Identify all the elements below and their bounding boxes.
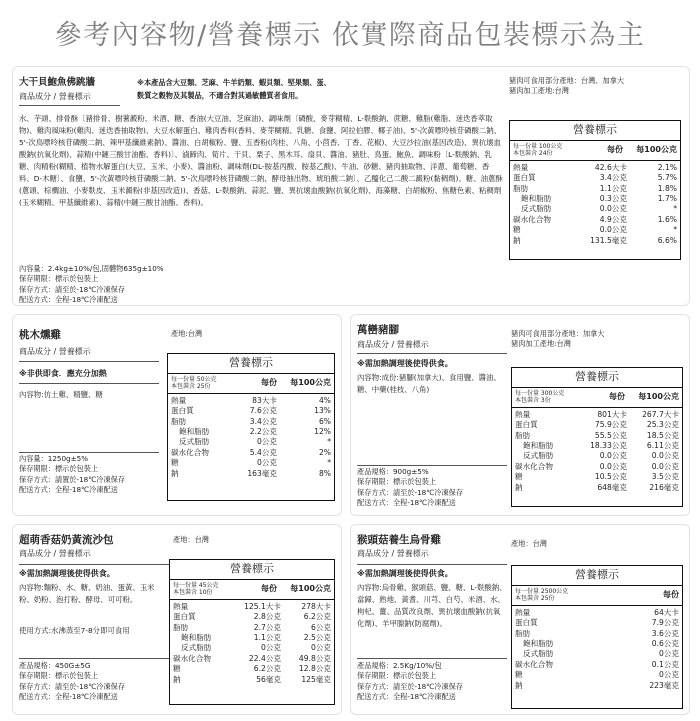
nutrient-value-per-100g: 2.5公克: [303, 633, 331, 643]
col-per-serving: 每份: [609, 391, 625, 401]
ingredients-text: 內容物:仿土雞、精鹽、糖: [19, 390, 103, 399]
nutrition-row: [515, 410, 679, 420]
nutrition-header: [510, 141, 680, 161]
nutrient-value-per-serving: 131.5毫克: [590, 235, 627, 245]
nutrition-row: [173, 602, 331, 612]
origin-line: 豬肉加工產地:台灣: [511, 339, 571, 349]
nutrition-title: 營養標示: [170, 560, 334, 580]
meta-divider: [19, 658, 169, 659]
nutrient-value-per-serving: 0.0公克: [599, 461, 627, 471]
nutrition-row: [513, 225, 677, 235]
nutrient-value-per-100g: 0公克: [310, 643, 331, 653]
nutrient-value-per-100g: *: [327, 458, 331, 468]
col-per-100g: 每100公克: [290, 377, 331, 387]
nutrition-rows: [512, 606, 682, 693]
servings-per-pack: 本包裝含 24份: [513, 150, 553, 158]
meta-line: 配送方式：全程-18℃冷凍配送: [357, 692, 456, 702]
nutrition-row: [515, 608, 679, 618]
nutrient-value-per-100g: 4%: [318, 395, 331, 405]
nutrition-title: 營養標示: [512, 368, 682, 388]
nutrient-name: 糖: [515, 472, 523, 482]
nutrition-row: [173, 623, 331, 633]
nutrient-value-per-serving: 75.9公克: [594, 420, 627, 430]
col-per-100g: 每100公克: [290, 583, 331, 593]
nutrient-name: 鈉: [513, 235, 521, 245]
meta-line: 產品規格：900g±5%: [357, 467, 429, 476]
origin-line: 豬肉加工產地:台灣: [509, 86, 569, 96]
nutrient-value-per-serving: 648毫克: [597, 482, 627, 492]
nutrition-row: [513, 173, 677, 183]
col-per-100g: 每100公克: [638, 391, 679, 401]
col-per-100g: 每份: [663, 589, 679, 599]
nutrition-row: [515, 462, 679, 472]
product-name: 猴頭菇養生烏骨雞: [357, 534, 441, 546]
nutrition-row: [515, 618, 679, 628]
nutrient-name: 脂肪: [513, 183, 529, 193]
nutrient-value-per-serving: 0公克: [256, 437, 277, 447]
nutrition-header: [512, 388, 682, 408]
product-subtitle: 商品成分 / 營養標示: [19, 549, 91, 558]
product-panel-p1: [12, 66, 690, 306]
nutrient-name: 糖: [515, 670, 523, 680]
nutrition-row: [173, 643, 331, 653]
meta-line: 保存方式：請至於-18℃冷凍保存: [19, 284, 126, 294]
nutrition-title: 營養標示: [168, 354, 334, 374]
origin-info: [511, 329, 604, 350]
nutrient-name: 飽和脂肪: [523, 441, 554, 451]
nutrient-name: 糖: [171, 458, 179, 468]
nutrient-name: 碳水化合物: [515, 461, 553, 471]
origin-info: 產地:台灣: [171, 329, 203, 338]
nutrient-value-per-serving: 801大卡: [597, 409, 627, 419]
ingredients-text: 水、芋頭、排骨酥〔豬排骨、樹薯澱粉、米酒、糖、香油(大豆油、芝麻油)、調味劑〔磷酸、麥芽糊精、L-麩酸鈉、蔗糖、雞脂(雞脂、迷迭香萃取物)、雞肉風味粉(雞肉、迷迭香抽取物)、大豆水解蛋白、雞肉香料(香料、麥芽糊精、乳糖、食鹽、阿拉伯膠、椰子油)、5'-次黃嘌呤核苷磷酸二鈉、5'-次鳥嘌呤核苷磷酸二鈉、辣甲基纖維素鈉)、醬油、白胡椒粉、鹽、五香粉(肉桂、八角、小茴香、丁香、花椒)、大豆沙拉油(基因改造)、異抗壞血酸鈉(抗氧化劑)、蒜精(中鏈三酸甘油酯、香料)〕、滷蹄肉、筍片、干貝、栗子、黑木耳、扇貝、醬油、豬肚、鳥蛋、鮑魚、調味粉〔L-麩酸鈉、乳糖、肉精粉(糊精、植物水解蛋白(大豆、玉米、小麥)、醬油粉、調味劑(DL-胺基丙酸、胺基乙酸)、牛油、砂糖、豬肉抽取物、洋蔥、葡萄糖、香料、D-木糖〕、食鹽、5'-次黃嘌呤核苷磷酸二鈉、5'-次鳥嘌呤核苷磷酸二鈉、酵母抽出物、琥珀酸二鈉〕、乙醯化己二酸二澱粉(黏稠劑)、糖、油蔥酥(蔥頭、棕櫚油、小麥麩皮、玉米澱粉(非基因改造))、香菇、L-麩酸鈉、蒜泥、鹽、異抗壞血酸鈉(抗氧化劑)、海藻糖、白胡椒粉、焦糖色素、粘稠劑(玉米糊精、甲基纖維素)、蒜精(中鏈三酸甘油酯、香料)。: [19, 114, 503, 207]
nutrient-value-per-100g: 64大卡: [654, 607, 679, 617]
product-subtitle: 商品成分 / 營養標示: [357, 340, 429, 349]
meta-line: 配送方式：全程-18℃冷凍配送: [19, 295, 118, 305]
nutrition-header: [170, 580, 334, 600]
servings-per-pack: 本包裝含 10份: [173, 589, 213, 597]
meta-line: 保存方式：請至於-18℃冷凍保存: [19, 681, 126, 691]
nutrient-value-per-100g: 0公克: [658, 670, 679, 680]
nutrient-name: 脂肪: [515, 430, 531, 440]
nutrient-name: 熱量: [515, 607, 531, 617]
nutrition-rows: [510, 161, 680, 248]
product-subtitle: 商品成分 / 營養標示: [19, 347, 91, 356]
product-name: 桃木燻雞: [19, 329, 61, 341]
nutrient-value-per-serving: 10.5公克: [594, 472, 627, 482]
nutrition-row: [171, 437, 331, 447]
nutrient-value-per-serving: 2.7公克: [253, 622, 281, 632]
nutrient-name: 飽和脂肪: [521, 194, 552, 204]
nutrition-row: [173, 654, 331, 664]
nutrient-value-per-serving: 2.2公克: [249, 427, 277, 437]
nutrient-value-per-100g: 0公克: [658, 649, 679, 659]
nutrient-value-per-serving: 7.6公克: [249, 406, 277, 416]
col-per-100g: 每100公克: [636, 144, 677, 154]
nutrient-value-per-100g: 278大卡: [301, 601, 331, 611]
origin-info: 產地：台灣: [511, 539, 547, 548]
nutrient-value-per-serving: 1.1公克: [253, 633, 281, 643]
nutrient-name: 脂肪: [173, 622, 189, 632]
nutrient-name: 蛋白質: [515, 420, 538, 430]
nutrient-value-per-100g: 125毫克: [301, 674, 331, 684]
nutrient-value-per-100g: 0.6公克: [651, 639, 679, 649]
heating-notice: ※需加熱調理後使得供食。: [357, 569, 453, 578]
nutrient-value-per-serving: 83大卡: [252, 395, 277, 405]
nutrient-value-per-serving: 3.4公克: [249, 416, 277, 426]
meta-line: 產品規格：450G±5G: [19, 661, 91, 670]
meta-line: 保存期限：標示於包裝上: [19, 274, 99, 284]
nutrition-row: [171, 396, 331, 406]
nutrient-name: 熱量: [515, 409, 531, 419]
nutrition-row: [515, 649, 679, 659]
meta-line: 配送方式：全程-18℃冷凍配送: [357, 498, 456, 508]
serving-info: [173, 582, 247, 597]
nutrition-row: [171, 469, 331, 479]
nutrient-name: 反式脂肪: [181, 643, 212, 653]
product-meta: [19, 264, 164, 306]
nutrient-value-per-100g: 6公克: [310, 622, 331, 632]
nutrition-row: [515, 681, 679, 691]
nutrition-title: 營養標示: [510, 121, 680, 141]
nutrient-name: 蛋白質: [515, 618, 538, 628]
allergen-line-1: ※本產品含大豆類、芝麻、牛羊奶類、蝦貝類、堅果類、蛋、: [137, 78, 331, 87]
nutrient-value-per-serving: 0.0公克: [599, 225, 627, 235]
nutrient-name: 蛋白質: [173, 612, 196, 622]
nutrition-row: [515, 660, 679, 670]
nutrient-value-per-100g: 2.1%: [657, 162, 677, 172]
product-name: 萬巒豬腳: [357, 324, 399, 336]
product-panel-p5: [350, 524, 690, 715]
meta-divider: [19, 452, 159, 453]
subtitle-divider: [19, 105, 120, 106]
product-meta: [19, 661, 125, 703]
nutrient-value-per-100g: 6.6%: [657, 235, 677, 245]
nutrient-name: 飽和脂肪: [181, 633, 212, 643]
nutrient-value-per-100g: *: [673, 225, 677, 235]
meta-line: 保存期限：標示於包裝上: [357, 477, 437, 487]
nutrient-name: 蛋白質: [171, 406, 194, 416]
nutrition-title: 營養標示: [512, 566, 682, 586]
nutrient-value-per-100g: 12%: [314, 427, 331, 437]
nutrition-row: [513, 204, 677, 214]
nutrient-value-per-100g: 1.8%: [657, 183, 677, 193]
nutrient-name: 糖: [513, 225, 521, 235]
origin-info: 產地：台灣: [173, 535, 209, 544]
nutrient-name: 碳水化合物: [173, 653, 211, 663]
nutrition-row: [173, 664, 331, 674]
nutrient-value-per-serving: 0.0公克: [599, 451, 627, 461]
product-meta: [357, 467, 463, 509]
subtitle-divider: [357, 564, 507, 565]
nutrition-row: [171, 417, 331, 427]
nutrition-row: [171, 458, 331, 468]
nutrition-row: [515, 420, 679, 430]
nutrient-value-per-serving: 18.33公克: [590, 441, 627, 451]
meta-line: 保存方式：請至於-18℃冷凍保存: [357, 487, 464, 497]
nutrient-value-per-100g: 3.6公克: [651, 628, 679, 638]
meta-line: 內容量：1250g±5%: [19, 454, 89, 463]
nutrient-name: 鈉: [515, 680, 523, 690]
origin-info: [509, 76, 624, 97]
notice-divider: [19, 383, 159, 384]
nutrient-name: 反式脂肪: [179, 437, 210, 447]
nutrient-value-per-100g: 12.8公克: [298, 664, 331, 674]
nutrition-header: [512, 586, 682, 606]
nutrient-value-per-serving: 0公克: [256, 458, 277, 468]
nutrient-value-per-serving: 0.3公克: [599, 194, 627, 204]
meta-line: 保存方式：請置於-18℃冷凍保存: [19, 474, 126, 484]
nutrient-value-per-serving: 56毫克: [256, 674, 281, 684]
product-subtitle: 商品成分 / 營養標示: [19, 92, 91, 101]
nutrient-value-per-100g: 0.0公克: [651, 461, 679, 471]
nutrition-rows: [170, 600, 334, 687]
nutrient-name: 熱量: [171, 395, 187, 405]
allergen-line-2: 麩質之穀物及其製品，不適合對其過敏體質者食用。: [137, 91, 303, 100]
nutrition-header: [168, 374, 334, 394]
nutrient-value-per-100g: 8%: [318, 468, 331, 478]
nutrient-value-per-serving: 22.4公克: [248, 653, 281, 663]
nutrition-row: [171, 406, 331, 416]
nutrient-name: 反式脂肪: [521, 204, 552, 214]
nutrient-value-per-100g: 1.6%: [657, 214, 677, 224]
nutrient-name: 糖: [173, 664, 181, 674]
nutrition-row: [515, 451, 679, 461]
nutrition-row: [171, 448, 331, 458]
nutrition-label: [511, 565, 683, 709]
subtitle-divider: [19, 564, 169, 565]
nutrient-value-per-serving: 6.2公克: [253, 664, 281, 674]
subtitle-divider: [19, 361, 159, 362]
nutrient-value-per-serving: 1.1公克: [599, 183, 627, 193]
meta-line: 保存方式：請至於-18℃冷凍保存: [357, 681, 464, 691]
serving-info: [515, 390, 595, 405]
meta-divider: [357, 465, 507, 466]
nutrient-name: 熱量: [173, 601, 189, 611]
meta-line: 內容量：2.4kg±10%/包,固體物635g±10%: [19, 264, 164, 273]
meta-line: 產品規格：2.5Kg/10%/包: [357, 661, 442, 670]
product-panel-p4: [12, 524, 342, 715]
serving-size: 每一份量 100公克: [513, 142, 563, 150]
nutrition-label: [509, 120, 681, 260]
heating-notice: ※需加熱調理後使得供食。: [19, 569, 115, 578]
serving-size: 每一份量 2500公克: [515, 587, 569, 595]
heating-notice: ※非供即食．應充分加熱: [19, 369, 107, 378]
ingredients-text: 內容物:麵粉、水、糖、奶油、蛋黃、玉米粉、奶粉、泡打粉、酵母、可可粉。: [19, 583, 155, 604]
servings-per-pack: 本包裝含 25份: [171, 383, 211, 391]
usage-text: 使用方式:水沸蒸至7-8分即可食用: [19, 626, 130, 635]
nutrient-value-per-100g: 25.3公克: [646, 420, 679, 430]
nutrient-name: 碳水化合物: [515, 659, 553, 669]
meta-divider: [357, 658, 507, 659]
nutrient-name: 蛋白質: [513, 173, 536, 183]
nutrient-name: 鈉: [171, 468, 179, 478]
col-per-serving: 每份: [261, 583, 277, 593]
meta-line: 保存期限：標示於包裝上: [357, 671, 437, 681]
servings-per-pack: 本包裝含 3份: [515, 397, 551, 405]
nutrient-name: 熱量: [513, 162, 529, 172]
nutrition-row: [515, 629, 679, 639]
serving-size: 每一份量 45公克: [173, 581, 219, 589]
nutrient-name: 脂肪: [515, 628, 531, 638]
nutrition-row: [515, 431, 679, 441]
nutrition-label: [169, 559, 335, 705]
ingredients-text: 內容物:烏骨雞、猴頭菇、鹽、糖、L-麩酸鈉、當歸、熟地、黃耆、川芎、白芍、米酒、水、枸杞、薑、品質改良劑、異抗壞血酸鈉(抗氧化劑)、羊甲腺鈉(防腐劑)。: [357, 583, 507, 628]
nutrition-rows: [512, 408, 682, 495]
serving-info: [171, 376, 247, 391]
subtitle-divider: [357, 353, 507, 354]
nutrient-value-per-100g: 0.0公克: [651, 451, 679, 461]
nutrient-value-per-100g: 2%: [318, 447, 331, 457]
serving-info: [513, 143, 593, 158]
nutrient-name: 反式脂肪: [523, 649, 554, 659]
nutrient-value-per-100g: 223毫克: [649, 680, 679, 690]
nutrition-row: [513, 236, 677, 246]
nutrition-rows: [168, 394, 334, 481]
serving-size: 每一份量 300公克: [515, 389, 565, 397]
nutrient-value-per-100g: 6.11公克: [646, 441, 679, 451]
nutrient-value-per-100g: *: [327, 437, 331, 447]
nutrient-value-per-100g: 6%: [318, 416, 331, 426]
nutrient-value-per-100g: 13%: [314, 406, 331, 416]
page-title: 參考內容物/營養標示 依實際商品包裝標示為主: [54, 20, 646, 51]
serving-size: 每一份量 50公克: [171, 375, 217, 383]
nutrient-value-per-serving: 55.5公克: [594, 430, 627, 440]
nutrient-value-per-serving: 0公克: [260, 643, 281, 653]
nutrient-value-per-100g: 49.8公克: [298, 653, 331, 663]
nutrition-row: [513, 194, 677, 204]
nutrient-value-per-100g: *: [673, 204, 677, 214]
nutrient-value-per-serving: 3.4公克: [599, 173, 627, 183]
origin-line: 豬肉可食用部分產地：台灣、加拿大: [509, 76, 625, 85]
col-per-serving: 每份: [607, 144, 623, 154]
nutrient-value-per-100g: 7.9公克: [651, 618, 679, 628]
product-meta: [19, 454, 125, 496]
nutrition-row: [515, 670, 679, 680]
product-subtitle: 商品成分 / 營養標示: [357, 549, 429, 558]
heating-notice: ※需加熱調理後使得供食。: [357, 359, 453, 368]
nutrient-value-per-serving: 125.1大卡: [244, 601, 281, 611]
nutrient-value-per-100g: 6.2公克: [303, 612, 331, 622]
nutrient-value-per-serving: 5.4公克: [249, 447, 277, 457]
nutrient-name: 鈉: [515, 482, 523, 492]
nutrient-value-per-100g: 0.1公克: [651, 659, 679, 669]
nutrition-row: [513, 215, 677, 225]
nutrition-label: [511, 367, 683, 507]
nutrient-value-per-serving: 163毫克: [247, 468, 277, 478]
col-per-serving: 每份: [261, 377, 277, 387]
nutrition-row: [515, 639, 679, 649]
servings-per-pack: 本包裝含 25份: [515, 595, 555, 603]
nutrition-row: [173, 675, 331, 685]
nutrient-value-per-100g: 5.7%: [657, 173, 677, 183]
meta-line: 保存期限：標示於包裝上: [19, 671, 99, 681]
meta-line: 配送方式：全程-18℃冷凍配送: [19, 692, 118, 702]
nutrition-row: [173, 612, 331, 622]
serving-info: [515, 588, 635, 603]
nutrient-value-per-100g: 1.7%: [657, 194, 677, 204]
nutrition-row: [515, 472, 679, 482]
nutrient-name: 飽和脂肪: [523, 639, 554, 649]
nutrient-name: 脂肪: [171, 416, 187, 426]
meta-line: 保存期限：標示於包裝上: [19, 464, 99, 474]
nutrient-name: 碳水化合物: [171, 447, 209, 457]
nutrition-label: [167, 353, 335, 501]
nutrient-name: 碳水化合物: [513, 214, 551, 224]
product-name: 大干貝鮑魚佛跳牆: [19, 77, 96, 88]
nutrient-value-per-serving: 42.6大卡: [594, 162, 627, 172]
product-panel-p2: [12, 314, 342, 516]
product-name: 超萌香菇奶黃流沙包: [19, 534, 114, 546]
product-panel-p3: [350, 314, 690, 516]
nutrition-row: [173, 633, 331, 643]
nutrient-value-per-100g: 267.7大卡: [642, 409, 679, 419]
nutrient-value-per-100g: 18.5公克: [646, 430, 679, 440]
nutrition-row: [513, 163, 677, 173]
nutrition-row: [515, 441, 679, 451]
product-meta: [357, 661, 463, 703]
origin-line: 豬肉可食用部分產地：加拿大: [511, 329, 605, 338]
ingredients-text: 內容物:成份:豬腳(加拿大)、食用鹽、醬油、糖、中藥(桂枝、八角): [357, 373, 501, 394]
nutrient-value-per-100g: 3.5公克: [651, 472, 679, 482]
nutrient-name: 鈉: [173, 674, 181, 684]
nutrition-row: [171, 427, 331, 437]
nutrition-row: [515, 483, 679, 493]
nutrient-name: 飽和脂肪: [179, 427, 210, 437]
nutrient-value-per-serving: 2.8公克: [253, 612, 281, 622]
nutrient-value-per-100g: 216毫克: [649, 482, 679, 492]
nutrient-value-per-serving: 4.9公克: [599, 214, 627, 224]
nutrient-value-per-serving: 0.0公克: [599, 204, 627, 214]
nutrient-name: 反式脂肪: [523, 451, 554, 461]
meta-line: 配送方式：全程-18℃冷凍配送: [19, 485, 118, 495]
nutrition-row: [513, 184, 677, 194]
